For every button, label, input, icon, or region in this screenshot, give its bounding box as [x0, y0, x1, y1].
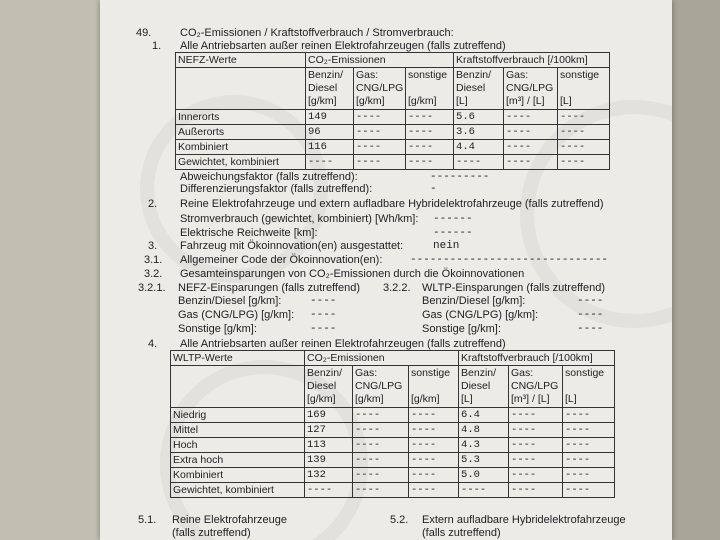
wltp-cell: ----	[409, 483, 459, 498]
wltp-cell: ----	[563, 408, 615, 423]
section-3-2-1-number: 3.2.1.	[138, 282, 166, 294]
nefz-savings-label: Gas (CNG/LPG) [g/km]:	[178, 309, 295, 321]
nefz-cell: 4.4	[454, 140, 504, 155]
wltp-sub-header	[353, 366, 409, 408]
wltp-group-co2: CO₂-Emissionen	[305, 351, 459, 366]
wltp-sub-header-line: CNG/LPG	[511, 380, 559, 392]
wltp-sub-header-line: Gas:	[511, 367, 534, 379]
wltp-cell: 127	[305, 423, 353, 438]
section-3-value: nein	[433, 240, 460, 252]
section-3-2-1-title: NEFZ-Einsparungen (falls zutreffend)	[178, 282, 360, 294]
wltp-table	[170, 350, 615, 498]
wltp-group-fuel: Kraftstoffverbrauch [/100km]	[459, 351, 615, 366]
abweichungsfaktor-label: Abweichungsfaktor (falls zutreffend):	[180, 171, 358, 183]
wltp-row-label: Niedrig	[171, 408, 305, 423]
wltp-cell: ----	[459, 483, 509, 498]
nefz-cell: ----	[558, 125, 610, 140]
section-3-2-title: Gesamteinsparungen von CO₂-Emissionen durch die Ökoinnovationen	[180, 268, 525, 280]
nefz-row	[176, 155, 610, 170]
wltp-cell: 6.4	[459, 408, 509, 423]
nefz-cell: ----	[504, 140, 558, 155]
section-3-1-number: 3.1.	[144, 254, 163, 266]
wltp-cell: 132	[305, 468, 353, 483]
nefz-cell: 3.6	[454, 125, 504, 140]
nefz-sub-header-line	[560, 82, 607, 95]
wltp-sub-header	[509, 366, 563, 408]
nefz-sub-header	[406, 68, 454, 110]
nefz-cell: ----	[504, 125, 558, 140]
wltp-cell: ----	[353, 423, 409, 438]
wltp-cell: 4.8	[459, 423, 509, 438]
wltp-cell: 4.3	[459, 438, 509, 453]
section-2-number: 2.	[148, 198, 158, 210]
nefz-sub-header-line: Gas:	[506, 69, 529, 81]
wltp-savings-label: Gas (CNG/LPG) [g/km]:	[422, 309, 539, 321]
wltp-cell: ----	[509, 408, 563, 423]
wltp-sub-header-line: Diesel	[461, 380, 491, 392]
wltp-savings-label: Benzin/Diesel [g/km]:	[422, 295, 526, 307]
wltp-cell: 139	[305, 453, 353, 468]
section-3-1-value: ------------------------------	[410, 254, 609, 266]
wltp-row-label: Hoch	[171, 438, 305, 453]
wltp-cell: ----	[509, 438, 563, 453]
section-3-number: 3.	[148, 240, 158, 252]
wltp-cell: ----	[353, 438, 409, 453]
nefz-row	[176, 110, 610, 125]
nefz-row-label: Gewichtet, kombiniert	[176, 155, 306, 170]
nefz-cell: ----	[354, 110, 406, 125]
nefz-row	[176, 125, 610, 140]
nefz-savings-value: ----	[310, 295, 337, 307]
section-5-2-sub: (falls zutreffend)	[422, 527, 501, 539]
section-5-2-title: Extern aufladbare Hybridelektrofahrzeuge	[422, 514, 626, 526]
nefz-savings-label: Sonstige [g/km]:	[178, 323, 257, 335]
wltp-row	[171, 408, 615, 423]
nefz-sub-header-line: [L]	[456, 95, 468, 107]
wltp-sub-header-line: Diesel	[307, 380, 337, 392]
nefz-cell: ----	[406, 110, 454, 125]
wltp-sub-header	[305, 366, 353, 408]
section-4-title: Alle Antriebsarten außer reinen Elektrofahrzeugen (falls zutreffend)	[180, 338, 506, 350]
section-3-1-label: Allgemeiner Code der Ökoinnovation(en):	[180, 254, 383, 266]
nefz-sub-header	[306, 68, 354, 110]
wltp-row-label: Extra hoch	[171, 453, 305, 468]
wltp-cell: ----	[509, 423, 563, 438]
wltp-sub-header	[409, 366, 459, 408]
document-page	[100, 0, 672, 540]
wltp-corner-label: WLTP-Werte	[171, 351, 305, 366]
nefz-sub-header-line: CNG/LPG	[356, 82, 404, 94]
nefz-cell: 5.6	[454, 110, 504, 125]
wltp-cell: ----	[409, 408, 459, 423]
wltp-cell: 5.0	[459, 468, 509, 483]
section-5-2-number: 5.2.	[390, 514, 409, 526]
wltp-row	[171, 453, 615, 468]
nefz-corner-blank	[176, 68, 306, 110]
wltp-row-label: Kombiniert	[171, 468, 305, 483]
section-5-1-title: Reine Elektrofahrzeuge	[172, 514, 287, 526]
wltp-cell: ----	[353, 453, 409, 468]
differenzierungsfaktor-value: -	[430, 183, 437, 195]
reichweite-label: Elektrische Reichweite [km]:	[180, 227, 318, 239]
section-3-label: Fahrzeug mit Ökoinnovation(en) ausgestattet:	[180, 240, 404, 252]
nefz-sub-header-line	[408, 82, 451, 95]
nefz-cell: ----	[504, 155, 558, 170]
differenzierungsfaktor-label: Differenzierungsfaktor (falls zutreffend):	[180, 183, 373, 195]
wltp-cell: ----	[353, 483, 409, 498]
wltp-sub-header-line: CNG/LPG	[355, 380, 403, 392]
section-5-1-number: 5.1.	[138, 514, 157, 526]
section-3-2-2-number: 3.2.2.	[383, 282, 411, 294]
wltp-cell: ----	[509, 468, 563, 483]
reichweite-value: ------	[433, 227, 473, 239]
section-1-title: Alle Antriebsarten außer reinen Elektrofahrzeugen (falls zutreffend)	[180, 40, 506, 52]
wltp-sub-header-line: Gas:	[355, 367, 378, 379]
nefz-cell: ----	[406, 125, 454, 140]
wltp-cell: ----	[563, 453, 615, 468]
nefz-sub-header-line: [m³] / [L]	[506, 95, 545, 107]
nefz-cell: 96	[306, 125, 354, 140]
wltp-cell: ----	[409, 468, 459, 483]
section-2-title: Reine Elektrofahrzeuge und extern aufladbare Hybridelektrofahrzeuge (falls zutreffend)	[180, 198, 604, 210]
stromverbrauch-value: ------	[433, 213, 473, 225]
nefz-sub-header	[504, 68, 558, 110]
wltp-row-label: Gewichtet, kombiniert	[171, 483, 305, 498]
wltp-sub-header	[563, 366, 615, 408]
wltp-cell: ----	[563, 438, 615, 453]
nefz-row	[176, 140, 610, 155]
wltp-corner-blank	[171, 366, 305, 408]
wltp-cell: ----	[409, 453, 459, 468]
nefz-sub-header-line: [g/km]	[356, 95, 385, 107]
wltp-sub-header-line: Benzin/	[461, 367, 497, 379]
nefz-savings-value: ----	[310, 323, 337, 335]
wltp-cell: 5.3	[459, 453, 509, 468]
section-5-1-sub: (falls zutreffend)	[172, 527, 251, 539]
nefz-sub-header-line: [L]	[560, 95, 572, 107]
wltp-sub-header-line: [g/km]	[355, 393, 384, 405]
wltp-cell: ----	[509, 453, 563, 468]
nefz-savings-label: Benzin/Diesel [g/km]:	[178, 295, 282, 307]
nefz-sub-header-line: Gas:	[356, 69, 379, 81]
section-49-number: 49.	[136, 27, 152, 39]
nefz-sub-header-line: sonstige	[560, 69, 600, 81]
wltp-cell: ----	[353, 468, 409, 483]
wltp-row-label: Mittel	[171, 423, 305, 438]
wltp-sub-header-line: [g/km]	[307, 393, 336, 405]
nefz-savings-value: ----	[310, 309, 337, 321]
nefz-sub-header-line: Benzin/	[456, 69, 492, 81]
nefz-sub-header-line: CNG/LPG	[506, 82, 554, 94]
nefz-sub-header	[454, 68, 504, 110]
section-4-number: 4.	[148, 338, 158, 350]
wltp-sub-header-line: [L]	[461, 393, 473, 405]
nefz-sub-header	[354, 68, 406, 110]
wltp-sub-header-line	[411, 380, 456, 393]
wltp-savings-value: ----	[577, 295, 604, 307]
nefz-cell: ----	[354, 140, 406, 155]
section-1-number: 1.	[152, 40, 162, 52]
wltp-cell: ----	[409, 423, 459, 438]
nefz-cell: ----	[558, 110, 610, 125]
wltp-savings-value: ----	[577, 309, 604, 321]
wltp-cell: ----	[563, 468, 615, 483]
nefz-sub-header-line: sonstige	[408, 69, 448, 81]
nefz-row-label: Innerorts	[176, 110, 306, 125]
wltp-cell: ----	[305, 483, 353, 498]
wltp-cell: ----	[409, 438, 459, 453]
nefz-row-label: Außerorts	[176, 125, 306, 140]
nefz-cell: ----	[406, 155, 454, 170]
nefz-sub-header-line: [g/km]	[308, 95, 337, 107]
nefz-row-label: Kombiniert	[176, 140, 306, 155]
nefz-cell: 149	[306, 110, 354, 125]
wltp-sub-header-line: [g/km]	[411, 393, 440, 405]
nefz-sub-header	[558, 68, 610, 110]
section-3-2-2-title: WLTP-Einsparungen (falls zutreffend)	[422, 282, 606, 294]
nefz-group-fuel: Kraftstoffverbrauch [/100km]	[454, 53, 610, 68]
wltp-cell: ----	[563, 483, 615, 498]
wltp-cell: 113	[305, 438, 353, 453]
wltp-savings-label: Sonstige [g/km]:	[422, 323, 501, 335]
nefz-sub-header-line: Diesel	[456, 82, 486, 94]
nefz-cell: ----	[406, 140, 454, 155]
wltp-sub-header-line	[565, 380, 612, 393]
nefz-sub-header-line: Benzin/	[308, 69, 344, 81]
wltp-row	[171, 423, 615, 438]
nefz-cell: ----	[454, 155, 504, 170]
wltp-cell: ----	[563, 423, 615, 438]
wltp-sub-header	[459, 366, 509, 408]
nefz-cell: ----	[558, 155, 610, 170]
section-3-2-number: 3.2.	[144, 268, 163, 280]
wltp-sub-header-line: sonstige	[565, 367, 605, 379]
wltp-row	[171, 483, 615, 498]
nefz-cell: ----	[354, 155, 406, 170]
wltp-row	[171, 438, 615, 453]
wltp-sub-header-line: [L]	[565, 393, 577, 405]
wltp-sub-header-line: sonstige	[411, 367, 451, 379]
nefz-corner-label: NEFZ-Werte	[176, 53, 306, 68]
nefz-sub-header-line: Diesel	[308, 82, 338, 94]
wltp-cell: 169	[305, 408, 353, 423]
wltp-savings-value: ----	[577, 323, 604, 335]
abweichungsfaktor-value: ---------	[430, 171, 490, 183]
nefz-cell: ----	[504, 110, 558, 125]
wltp-sub-header-line: Benzin/	[307, 367, 343, 379]
nefz-group-co2: CO₂-Emissionen	[306, 53, 454, 68]
stromverbrauch-label: Stromverbrauch (gewichtet, kombiniert) [Wh/km]:	[180, 213, 419, 225]
wltp-cell: ----	[509, 483, 563, 498]
nefz-cell: ----	[558, 140, 610, 155]
section-49-title: CO₂-Emissionen / Kraftstoffverbrauch / Stromverbrauch:	[180, 27, 454, 39]
nefz-cell: ----	[306, 155, 354, 170]
wltp-sub-header-line: [m³] / [L]	[511, 393, 550, 405]
wltp-cell: ----	[353, 408, 409, 423]
wltp-row	[171, 468, 615, 483]
nefz-sub-header-line: [g/km]	[408, 95, 437, 107]
nefz-cell: 116	[306, 140, 354, 155]
nefz-table	[175, 52, 610, 170]
nefz-cell: ----	[354, 125, 406, 140]
